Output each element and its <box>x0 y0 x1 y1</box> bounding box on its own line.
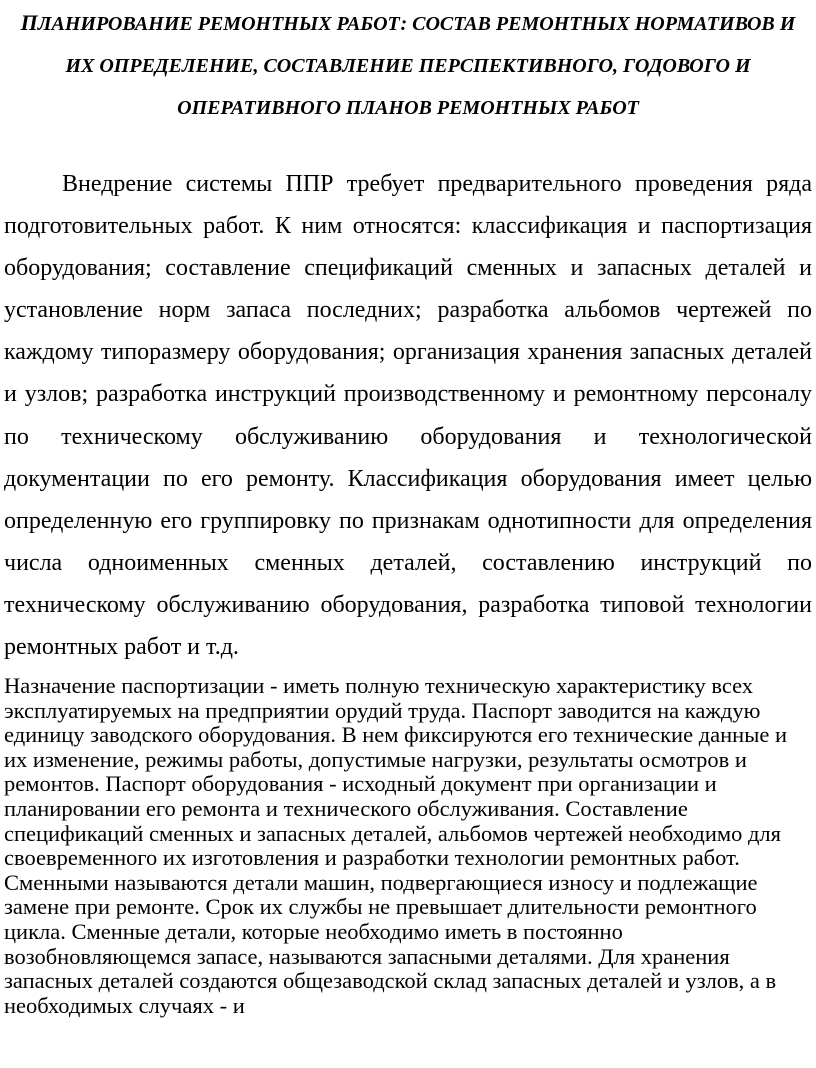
paragraph-passportization: Назначение паспортизации - иметь полную техническую характеристику всех эксплуатируемых на предприятии орудий труда. Паспорт заводится на каждую единицу заводского оборудования. В нем фиксируются его технические данные и их изменение, режимы работы, допустимые нагрузки, результаты осмотров и ремонтов. Паспорт оборудования - исходный документ при организации и планировании его ремонта и технического обслуживания. Составление спецификаций сменных и запасных деталей, альбомов чертежей необходимо для своевременного их изготовления и разработки технологии ремонтных работ. Сменными называются детали машин, подвергающиеся износу и подлежащие замене при ремонте. Срок их службы не превышает длительности ремонтного цикла. Сменные детали, которые необходимо иметь в постоянно возобновляющемся запасе, называются запасными деталями. Для хранения запасных деталей создаются общезаводской склад запасных деталей и узлов, а в необходимых случаях - и <box>4 673 787 1018</box>
document-heading: ПЛАНИРОВАНИЕ РЕМОНТНЫХ РАБОТ: СОСТАВ РЕМОНТНЫХ НОРМАТИВОВ И ИХ ОПРЕДЕЛЕНИЕ, СОСТАВЛЕНИЕ ПЕРСПЕКТИВНОГО, ГОДОВОГО И ОПЕРАТИВНОГО ПЛАНОВ РЕМОНТНЫХ РАБОТ <box>20 10 796 119</box>
paragraph-preparatory-work: Внедрение системы ППР требует предварительного проведения ряда подготовительных работ. К ним относятся: классификация и паспортизация оборудования; составление спецификаций сменных и запасных деталей и установление норм запаса последних; разработка альбомов чертежей по каждому типоразмеру оборудования; организация хранения запасных деталей и узлов; разработка инструкций производственному и ремонтному персоналу по техническому обслуживанию оборудования и технологической документации по его ремонту. Классификация оборудования имеет целью определенную его группировку по признакам однотипности для определения числа одноименных сменных деталей, составлению инструкций по техническому обслуживанию оборудования, разработка типовой технологии ремонтных работ и т.д. <box>4 171 812 661</box>
